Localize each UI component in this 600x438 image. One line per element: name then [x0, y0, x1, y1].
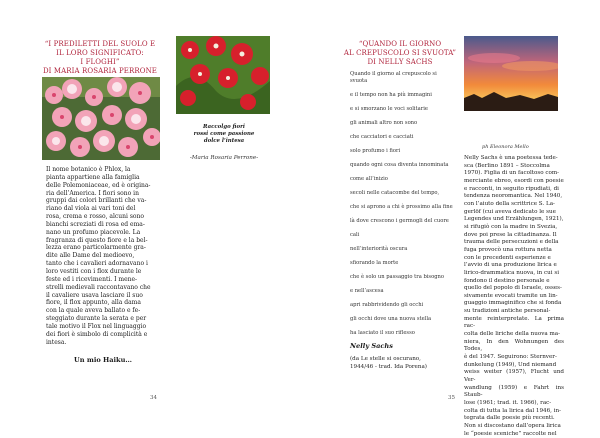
body-line: niera, In den Wohnungen des Todes, [464, 338, 564, 353]
body-line: si rifugiò con la madre in Svezia, [464, 223, 558, 230]
body-line: le “poesie sceniche” raccolte nel [464, 430, 557, 437]
haiku-heading: Un mio Haiku… [74, 356, 132, 364]
poem-line: là dove crescono i germogli del cuore [350, 218, 449, 224]
body-line: quello del popolo di Israele, osses- [464, 285, 562, 292]
poem-line: e nell’ascesa [350, 288, 384, 294]
poem-line: che si aprono a chi è prossimo alla fine [350, 204, 453, 210]
nelly-sachs-biography [464, 155, 564, 438]
haiku-author: -Maria Rosaria Perrone- [189, 155, 259, 161]
photo-credit: ph Eleonora Mello [482, 144, 529, 150]
body-line: bianchi screziati di rosa ed ema- [46, 220, 145, 228]
poem-line: che è solo un passaggio tra bisogno [350, 274, 444, 280]
poem-line: gli animali altro non sono [350, 120, 418, 126]
red-flowers-image [176, 36, 270, 114]
body-line: rosa, crema e rosso, alcuni sono [46, 213, 145, 221]
body-line: dei fiori è simbolo di complicità e [46, 330, 148, 338]
left-article-title [38, 40, 162, 76]
body-line: delle Polemoniaceae, ed è origina- [46, 181, 151, 189]
body-line: riano dal viola ai vari toni del [46, 205, 136, 213]
poem-line: nell’interiorità oscura [350, 246, 408, 252]
body-line: feste ed i ricevimenti. I mene- [46, 275, 138, 283]
body-line: wandlung (1959) e Fahrt ins Staub- [464, 384, 564, 399]
left-title-line: IL LORO SIGNIFICATO: [56, 49, 144, 57]
body-line: il cavaliere usava lasciare il suo [46, 291, 143, 299]
poem-line: svuota [350, 78, 368, 84]
body-line: sivamente evocati tramite un lin- [464, 292, 558, 299]
haiku-line: dolce l’intesa [203, 138, 245, 144]
body-line: intesa. [46, 338, 67, 346]
right-article-title [340, 40, 460, 67]
poem-line: e si smorzano le voci solitarie [350, 106, 428, 112]
phlox-description [46, 166, 160, 346]
left-title-line: I FLOGHI” [80, 58, 120, 66]
body-line: Legendes und Erzählungen, 1921), [464, 216, 564, 223]
body-line: è del 1947. Seguirono: Sternver- [464, 354, 557, 361]
body-line: dite alle Dame del medioevo, [46, 252, 135, 260]
haiku-line: Raccolgo fiori [203, 124, 245, 130]
body-line: Non si discostano dall’opera lirica [464, 422, 561, 429]
source-line: (da Le stelle si oscurano, [350, 356, 421, 362]
poem-line: che cacciatori e cacciati [350, 134, 414, 140]
source-line: 1944/46 - trad. Ida Porena) [350, 363, 427, 370]
body-line: Nelly Sachs è una poetessa tede- [464, 155, 558, 161]
body-line: ria dell’America. I fiori sono in [46, 189, 139, 197]
right-title-line: “QUANDO IL GIORNO [358, 40, 442, 48]
body-line: con l’aiuto della scrittrice S. La- [464, 200, 555, 207]
body-line: tanto che i cavalieri adornavano i [46, 260, 148, 268]
phlox-flowers-image [42, 77, 160, 160]
body-line: lose (1961; trad. it. 1966), rac- [464, 400, 552, 406]
body-line: weiss weiter (1957), Flucht und Ver- [464, 369, 564, 384]
body-line: Il nome botanico è Phlox, la [46, 166, 131, 173]
body-line: fragranza di questo fiore e la bel- [46, 236, 148, 244]
body-line: dunkelung (1949), Und niemand [464, 361, 557, 368]
right-title-author: DI NELLY SACHS [367, 58, 433, 66]
body-line: guaggio immaginifico che si fonda [464, 300, 562, 307]
body-line: su tradizioni antiche personal- [464, 308, 551, 315]
poem-line: Quando il giorno al crepuscolo si [350, 71, 437, 77]
body-line: colta delle liriche della nuova ma- [464, 331, 561, 338]
body-line: merciante ebreo, esordi con poesie [464, 177, 564, 184]
right-title-line: AL CREPUSCOLO SI SVUOTA” [343, 49, 457, 57]
body-line: tale motivo il Flox nel linguaggio [46, 322, 147, 330]
body-line: lirico-drammatica nuova, in cui si [464, 269, 560, 276]
left-title-author: DI MARIA ROSARIA PERRONE [42, 67, 158, 75]
body-line: mente reinterpretate. La prima rac- [464, 315, 564, 330]
poem-line: cali [350, 232, 360, 238]
body-line: con la quale aveva ballato e fe- [46, 307, 141, 315]
haiku-caption [180, 124, 268, 145]
poem-line: gli occhi dove una nuova stella [350, 316, 432, 322]
poem-line: come all’inizio [350, 176, 388, 182]
page-number-right: 35 [448, 395, 455, 401]
body-line: gruppi dai colori brillanti che va- [46, 197, 147, 205]
sunset-image [464, 36, 558, 111]
poem-line: ha lasciato il suo riflesso [350, 330, 415, 336]
body-line: fondono il destino personale e [464, 277, 550, 284]
poem-line: sfiorando la morte [350, 260, 399, 266]
body-line: sca (Berlino 1891 – Stoccolma [464, 162, 550, 169]
poem-line: secoli nelle catacombe del tempo, [350, 190, 440, 196]
body-line: l’avvio di una produzione lirica e [464, 262, 557, 269]
body-line: nano un profumo piacevole. La [46, 228, 141, 236]
haiku-line: rossi come passione [193, 131, 255, 137]
poem-source [350, 356, 427, 371]
poem-line: solo profumo i fiori [350, 148, 401, 154]
poem-line: e il tempo non ha più immagini [350, 92, 432, 98]
body-line: tendenza neoromantica. Nel 1940, [464, 193, 563, 200]
body-line: 1970). Figlia di un facoltoso com- [464, 170, 560, 177]
body-line: dove poi prese la cittadinanza. Il [464, 231, 557, 238]
body-line: fiore, il flox appunto, alla dama [46, 299, 141, 307]
body-line: gerlöf (cui aveva dedicato le sue [464, 208, 556, 215]
body-line: lezza erano particolarmente gra- [46, 244, 146, 252]
poem-author: Nelly Sachs [350, 342, 393, 350]
left-title-line: “I PREDILETTI DEL SUOLO E [44, 40, 156, 48]
poem-line: quando ogni cosa diventa innominata [350, 162, 449, 168]
body-line: loro vestiti con i flox durante le [46, 267, 142, 275]
body-line: e racconti, in seguito ripudiati, di [464, 185, 559, 192]
body-line: strelli medievali raccontavano che [46, 283, 151, 291]
body-line: tegrata dalle poesie più recenti. [464, 415, 555, 422]
body-line: colta di tutta la lirica dal 1946, in- [464, 407, 562, 414]
body-line: con le precedenti esperienze e [464, 254, 551, 261]
body-line: fuga provocò una rottura netta [464, 246, 552, 253]
body-line: trauma delle persecuzioni e della [464, 239, 559, 246]
body-line: steggiato durante la serata e per [46, 315, 147, 323]
poem-line: apri rabbrividendo gli occhi [350, 302, 424, 308]
page-number-left: 34 [150, 395, 157, 401]
body-line: pianta appartiene alla famiglia [46, 173, 140, 181]
